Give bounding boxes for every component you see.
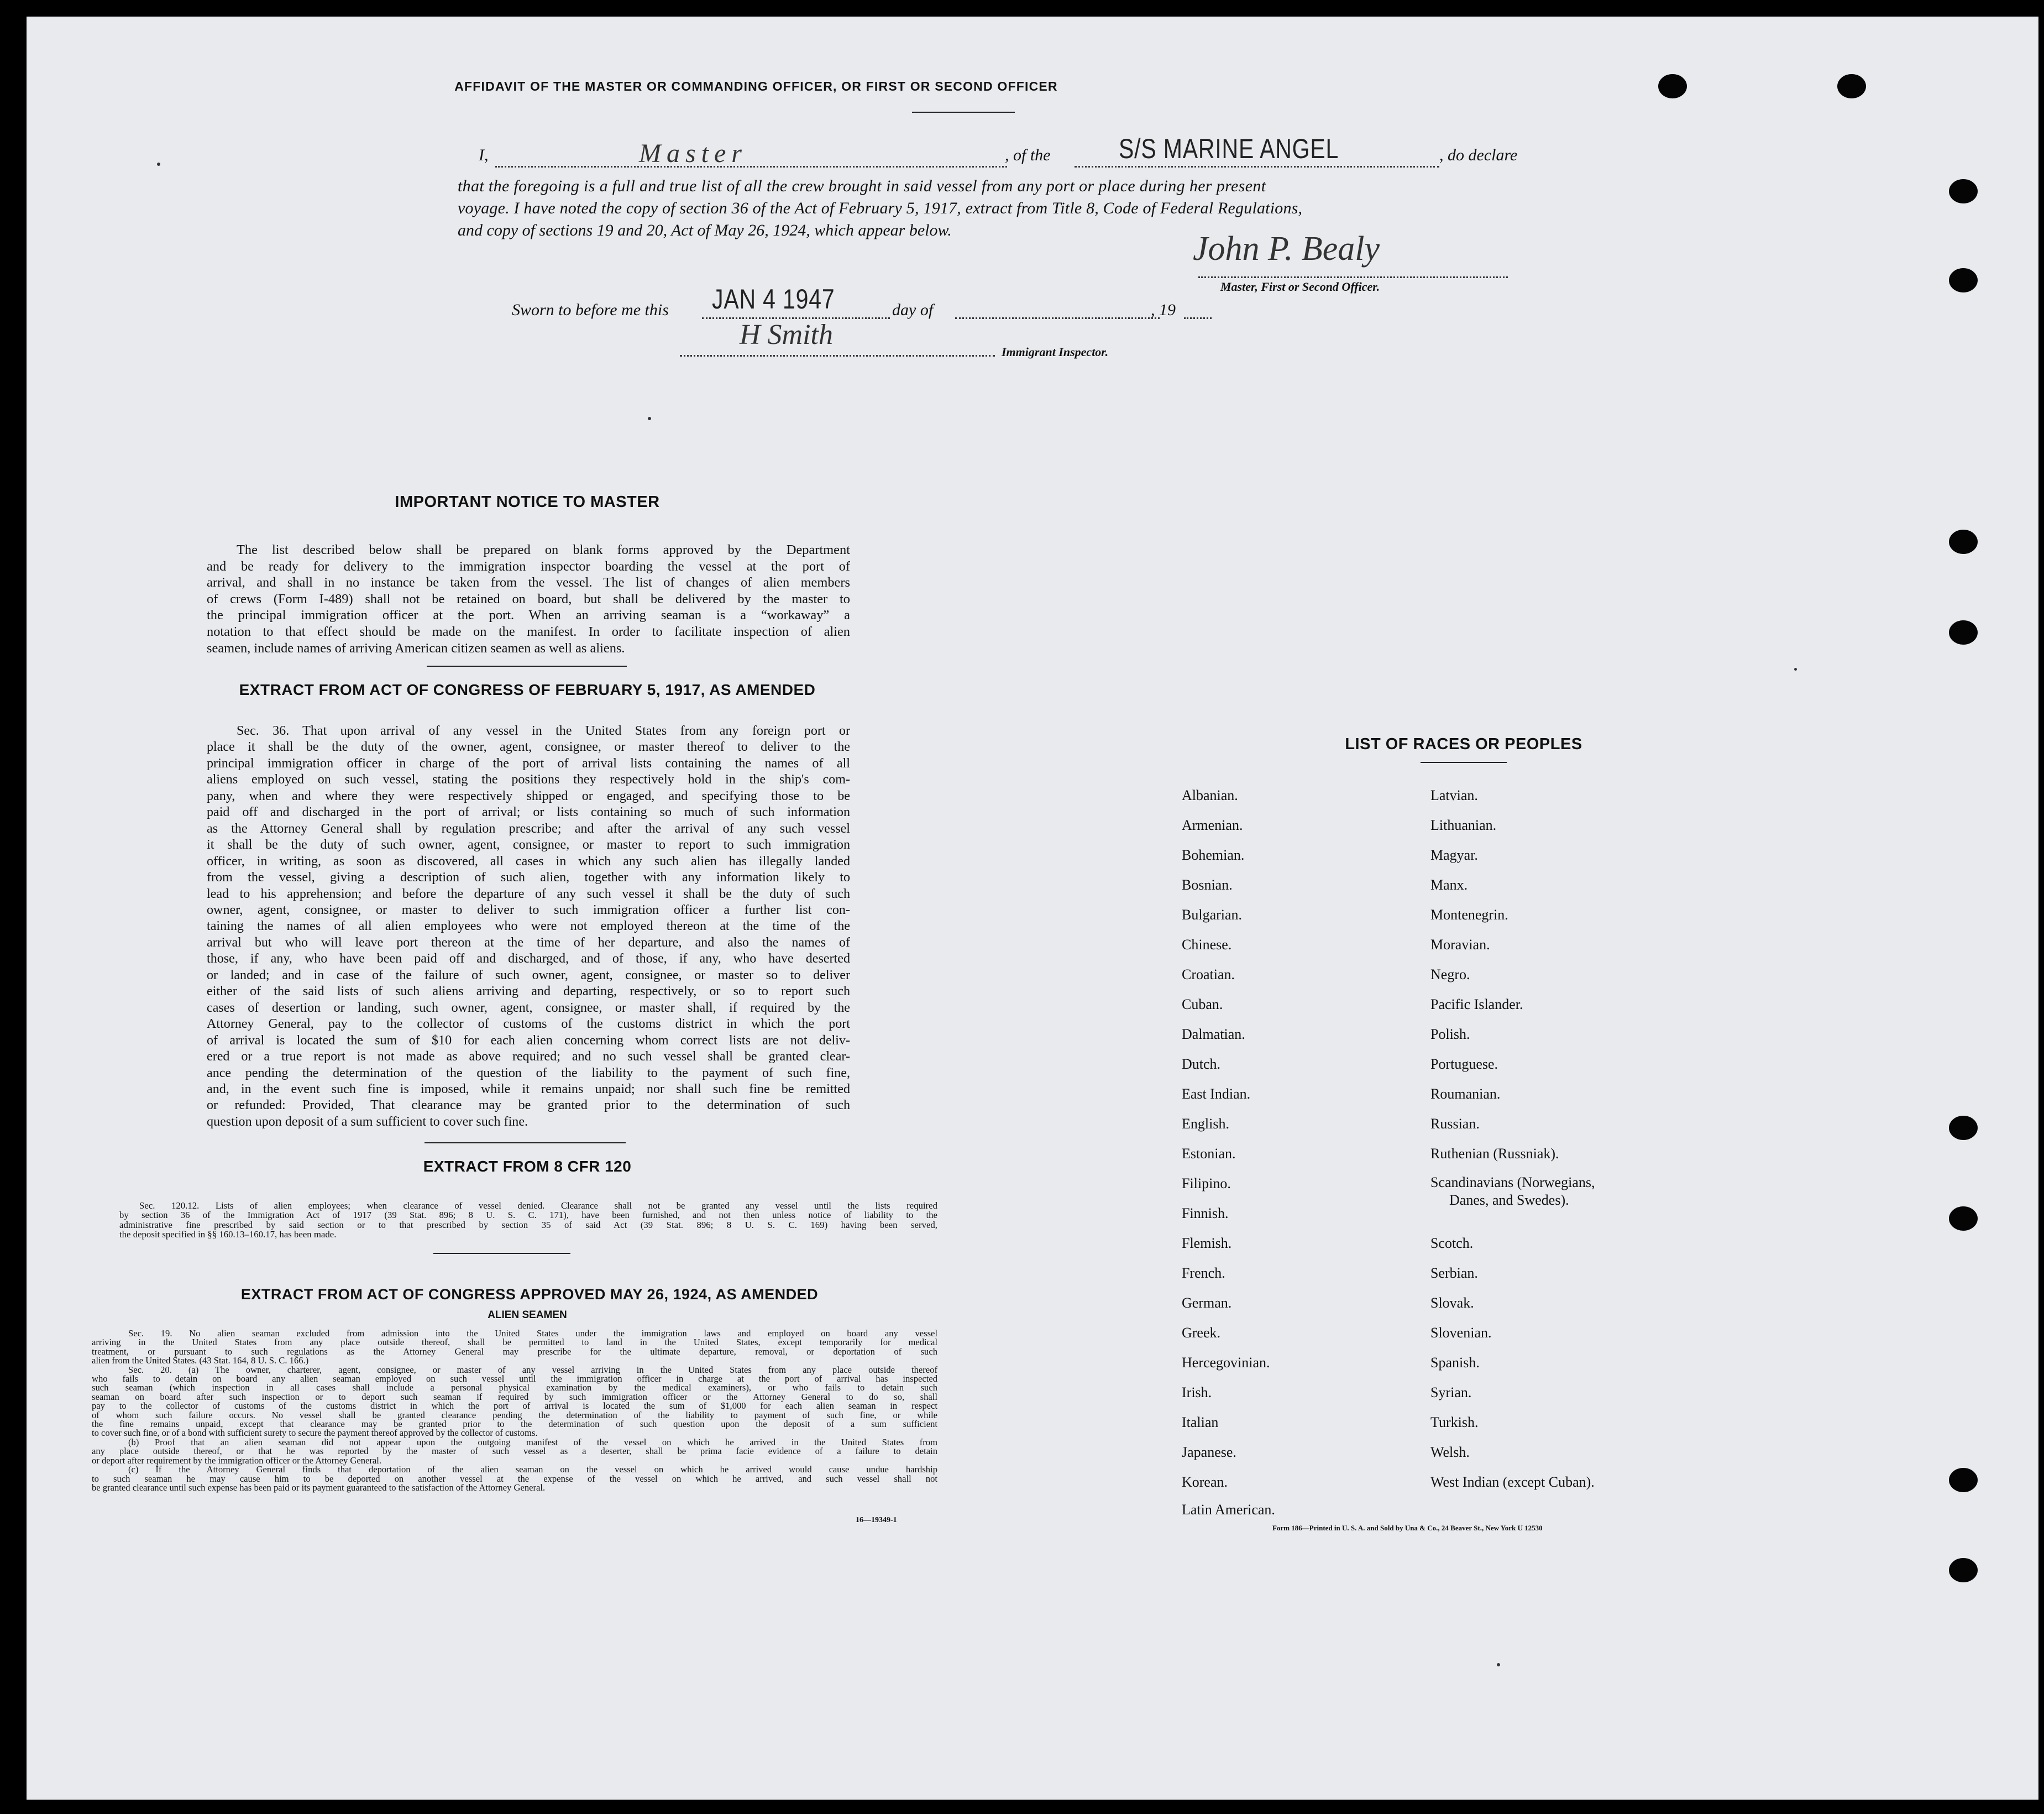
punch-hole [1949,1206,1978,1231]
sec36-line: ered or a true report is not made as above required; and no such vessel shall be granted clear- [207,1049,850,1064]
sec36-line: owner, agent, consignee, or master to deliver to such immigration officer a further list con- [207,902,850,917]
race-item: Danes, and Swedes). [1449,1192,1569,1208]
sec19-line: alien from the United States. (43 Stat. 164, 8 U. S. C. 166.) [92,1355,309,1366]
sec36-line: of arrival is located the sum of $10 for each alien concerning whom correct lists are not deliv- [207,1033,850,1048]
race-item: Hercegovinian. [1182,1355,1270,1371]
races-title-rule [1421,762,1507,763]
sworn-label: Sworn to before me this [512,301,669,319]
race-item: Flemish. [1182,1235,1232,1251]
section-divider [433,1253,570,1254]
ink-speck [157,163,160,166]
sec19-line: Sec. 19. No alien seaman excluded from admission into the United States under the immigration laws and employed on board any vessel [128,1328,937,1339]
name-field-line [495,166,1007,168]
sec36-line: those, if any, who have been paid off and discharged, and of those, if any, who have deserted [207,952,850,966]
race-item: Korean. [1182,1474,1228,1490]
race-item: Roumanian. [1430,1086,1501,1102]
ink-speck [1497,1663,1500,1666]
sec36-line: question upon deposit of a sum sufficient to cover such fine. [207,1114,528,1129]
race-item: Serbian. [1430,1265,1478,1281]
vessel-name-stamp: S/S MARINE ANGEL [1119,133,1339,164]
extract-cfr-title: EXTRACT FROM 8 CFR 120 [423,1158,632,1175]
affidavit-title: AFFIDAVIT OF THE MASTER OR COMMANDING OFFICER, OR FIRST OR SECOND OFFICER [454,79,1058,93]
sec36-line: place it shall be the duty of the owner, agent, consignee, or master thereof to deliver to the [207,740,850,755]
sec20-line: to cover such fine, or of a bond with sufficient surety to secure the payment thereof approved by the collector of customs. [92,1428,538,1439]
race-item: English. [1182,1116,1229,1132]
race-item: Irish. [1182,1384,1212,1400]
section-divider [427,666,627,667]
master-signature: John P. Bealy [1193,230,1380,268]
sec36-line: Sec. 36. That upon arrival of any vessel in the United States from any foreign port or [237,724,850,738]
race-item: Armenian. [1182,817,1243,833]
notice-line: notation to that effect should be made on the manifest. In order to facilitate inspection of alien [207,624,850,639]
sec20-line: or deport after requirement by the immigration officer or the Attorney General. [92,1455,382,1466]
do-declare-label: , do declare [1439,146,1518,164]
race-item: Greek. [1182,1325,1221,1341]
race-item: Turkish. [1430,1414,1479,1430]
sec36-line: and, in the event such fine is imposed, while it remains unpaid; nor shall such fine be remitted [207,1081,850,1096]
sec20-line: such seaman (which inspection in all cases shall include a personal physical examination by the medical examiners), or who fails to detain such [92,1382,937,1393]
sec36-line: arrival but who will leave port thereon at the time of her departure, and also the names of [207,935,850,950]
race-item: Magyar. [1430,847,1478,863]
vessel-field-line [1075,166,1439,168]
race-item: Slovak. [1430,1295,1474,1311]
sec36-line: from the vessel, giving a description of such alien, together with any information likely to [207,870,850,885]
extract-cfr-body [119,1201,937,1240]
race-item: Japanese. [1182,1444,1236,1460]
race-item: Scandinavians (Norwegians, [1430,1174,1595,1190]
sec36-line: it shall be the duty of such owner, agent, consignee, or master to report to such immigration [207,838,850,853]
race-item: Bosnian. [1182,877,1233,893]
punch-hole [1949,1468,1978,1492]
race-item: Negro. [1430,966,1470,982]
notice-line: arrival, and shall in no instance be taken from the vessel. The list of changes of alien members [207,575,850,590]
punch-hole [1658,74,1687,98]
race-item: Pacific Islander. [1430,996,1523,1012]
sec20-line: who fails to detain on board any alien seaman employed on such vessel until the immigration officer in charge at the port of arrival has inspected [92,1373,937,1384]
punch-hole [1949,1558,1978,1582]
sec36-line: officer, in writing, as soon as discovered, all cases in which any such alien has illegally landed [207,854,850,869]
affidavit-title-rule [912,112,1015,113]
sec20-line: (c) If the Attorney General finds that deportation of the alien seaman on the vessel on which he arrived would cause undue hardship [128,1464,937,1475]
sec36-line: either of the said lists of such aliens arriving and departing, respectively, or so to report such [207,984,850,999]
race-item: Ruthenian (Russniak). [1430,1146,1559,1162]
race-item: Russian. [1430,1116,1480,1132]
race-item: West Indian (except Cuban). [1430,1474,1595,1490]
cfr-line: the deposit specified in §§ 160.13–160.17, has been made. [119,1229,337,1240]
affidavit-i-label: I, [479,146,489,164]
punch-hole [1837,74,1866,98]
sec36-line: as the Attorney General shall by regulation prescribe; and after the arrival of any such vessel [207,821,850,836]
notice-line: of crews (Form I-489) shall not be retained on board, but shall be delivered by the master to [207,591,850,607]
race-item: Bulgarian. [1182,907,1243,923]
race-item: Chinese. [1182,937,1232,953]
master-name-handwritten: Master [639,139,747,168]
cfr-line: administrative fine prescribed by said section or to that prescribed by section 35 of said Act (39 Stat. 896; 8 U. S. C. 169) having been served, [119,1219,937,1230]
affidavit-text-line-3: and copy of sections 19 and 20, Act of May 26, 1924, which appear below. [458,221,952,239]
race-item: Lithuanian. [1430,817,1497,833]
section-divider [424,1142,626,1143]
punch-hole [1949,268,1978,292]
sec20-line: seaman on board after such inspection or to deport such seaman if required by such immigration officer or the Attorney General to do so, shall [92,1391,937,1402]
sec20-line: the fine remains unpaid, except that clearance may be granted prior to the determination of such question upon the deposit of a sum sufficient [92,1419,937,1430]
ink-speck [1794,668,1797,671]
race-item: Italian [1182,1414,1219,1430]
race-item: Latvian. [1430,787,1478,803]
race-item: Dalmatian. [1182,1026,1245,1042]
race-item: Slovenian. [1430,1325,1492,1341]
sec36-line: taining the names of all alien employees who were not employed thereon at the time of the [207,919,850,934]
of-the-label: , of the [1005,146,1051,164]
sec20-line: (b) Proof that an alien seaman did not appear upon the outgoing manifest of the vessel on which he arrived in the United States from [128,1436,937,1447]
race-item: Albanian. [1182,787,1238,803]
sec36-line: lead to his apprehension; and before the departure of any such vessel it shall be the duty of such [207,886,850,901]
race-item: Manx. [1430,877,1468,893]
race-item: French. [1182,1265,1225,1281]
extract-1917-body [207,723,850,1130]
year-prefix: , 19 [1151,301,1176,319]
sec36-line: principal immigration officer in charge of the port of arrival lists containing the names of all [207,756,850,771]
race-item: Dutch. [1182,1056,1221,1072]
race-item: Latin American. [1182,1502,1275,1518]
inspector-signature: H Smith [740,319,833,351]
race-item: Scotch. [1430,1235,1474,1251]
alien-seamen-subtitle: ALIEN SEAMEN [488,1309,567,1321]
race-item: Syrian. [1430,1384,1472,1400]
sec36-line: Attorney General, pay to the collector of customs of the customs district in which the port [207,1017,850,1032]
date-stamp: JAN 4 1947 [712,284,835,315]
sec36-line: pany, when and where they were respectively shipped or engaged, and specifying those to be [207,788,850,803]
form-page [27,17,2038,1800]
extract-1924-body [92,1329,937,1492]
notice-line: The list described below shall be prepared on blank forms approved by the Department [237,542,850,557]
sec36-line: or refunded: Provided, That clearance may be granted prior to the determination of such [207,1098,850,1113]
sec20-line: Sec. 20. (a) The owner, charterer, agent, consignee, or master of any vessel arriving in the United States from any place outside thereof [128,1364,937,1375]
inspector-signature-line [680,355,995,357]
cfr-line: Sec. 120.12. Lists of alien employees; when clearance of vessel denied. Clearance shall not be granted any vessel until the lists required [139,1200,937,1211]
notice-body [207,542,850,656]
master-signature-line [1198,276,1508,278]
affidavit-text-line-1: that the foregoing is a full and true list of all the crew brought in said vessel from any port or place during her present [458,177,1266,195]
sec19-line: treatment, or pursuant to such regulations as the Attorney General may prescribe for the ultimate departure, removal, or deportation of such [92,1346,937,1357]
sec20-line: pay to the collector of customs of the customs district in which the port of arrival is located the sum of $1,000 for each alien seaman in respect [92,1400,937,1412]
sec36-line: aliens employed on such vessel, stating the positions they respectively hold in the ship's com- [207,772,850,787]
race-item: Portuguese. [1430,1056,1498,1072]
month-field-line [955,317,1160,319]
sec20-line: any place outside thereof, or that he was reported by the master of such vessel as a deserter, shall be prima facie evidence of a failure to detain [92,1446,937,1457]
punch-hole [1949,179,1978,203]
cfr-line: by section 36 of the Immigration Act of 1917 (39 Stat. 896; 8 U. S. C. 171), have been furnished, and not then unless notice of liability to the [119,1210,937,1221]
races-title: LIST OF RACES OR PEOPLES [1345,735,1582,753]
sec36-line: paid off and discharged in the port of arrival; or lists containing so much of such information [207,805,850,820]
notice-line: the principal immigration officer at the port. When an arriving seaman is a “workaway” a [207,608,850,623]
race-item: Montenegrin. [1430,907,1508,923]
race-item: Estonian. [1182,1146,1236,1162]
sec19-line: arriving in the United States from any place outside thereof, shall be permitted to land in the United States, except temporarily for medical [92,1337,937,1348]
form-number: 16—19349-1 [856,1516,897,1524]
year-field-line [1184,317,1212,319]
extract-1917-title: EXTRACT FROM ACT OF CONGRESS OF FEBRUARY 5, 1917, AS AMENDED [239,681,816,698]
race-item: German. [1182,1295,1232,1311]
notice-line: seamen, include names of arriving American citizen seamen as well as aliens. [207,640,625,656]
punch-hole [1949,620,1978,645]
race-item: Polish. [1430,1026,1470,1042]
punch-hole [1949,530,1978,554]
sec20-line: of whom such failure occurs. No vessel shall be granted clearance pending the determination of the liability to payment of such fine, or while [92,1409,937,1420]
punch-hole [1949,1116,1978,1140]
sec36-line: cases of desertion or landing, such owner, agent, consignee, or master shall, if required by the [207,1000,850,1015]
sec20-line: to such seaman he may cause him to be deported on another vessel at the expense of the vessel on which he arrived, and such vessel shall not [92,1473,937,1484]
inspector-caption: Immigrant Inspector. [1002,345,1109,359]
race-item: Cuban. [1182,996,1223,1012]
notice-line: and be ready for delivery to the immigration inspector boarding the vessel at the port of [207,558,850,574]
sec36-line: or landed; and in case of the failure of such owner, agent, consignee, or master so to deliver [207,968,850,982]
race-item: Finnish. [1182,1205,1229,1221]
day-of-label: day of [892,301,934,319]
extract-1924-title: EXTRACT FROM ACT OF CONGRESS APPROVED MAY 26, 1924, AS AMENDED [240,1286,819,1303]
race-item: Croatian. [1182,966,1235,982]
ink-speck [648,417,651,420]
race-item: Welsh. [1430,1444,1470,1460]
race-item: Moravian. [1430,937,1490,953]
race-item: East Indian. [1182,1086,1251,1102]
affidavit-text-line-2: voyage. I have noted the copy of section 36 of the Act of February 5, 1917, extract from Title 8, Code of Federal Regulations, [458,199,1303,217]
sec20-line: be granted clearance until such expense has been paid or its payment guaranteed to the satisfaction of the Attorney General. [92,1482,546,1493]
race-item: Filipino. [1182,1175,1231,1191]
sec36-line: ance pending the determination of the question of the liability to the payment of such fine, [207,1065,850,1080]
master-caption: Master, First or Second Officer. [1220,280,1380,294]
notice-title: IMPORTANT NOTICE TO MASTER [395,493,660,511]
printer-footer-note: Form 186—Printed in U. S. A. and Sold by Una & Co., 24 Beaver St., New York U 12530 [1272,1524,1543,1532]
race-item: Bohemian. [1182,847,1245,863]
race-item: Spanish. [1430,1355,1480,1371]
